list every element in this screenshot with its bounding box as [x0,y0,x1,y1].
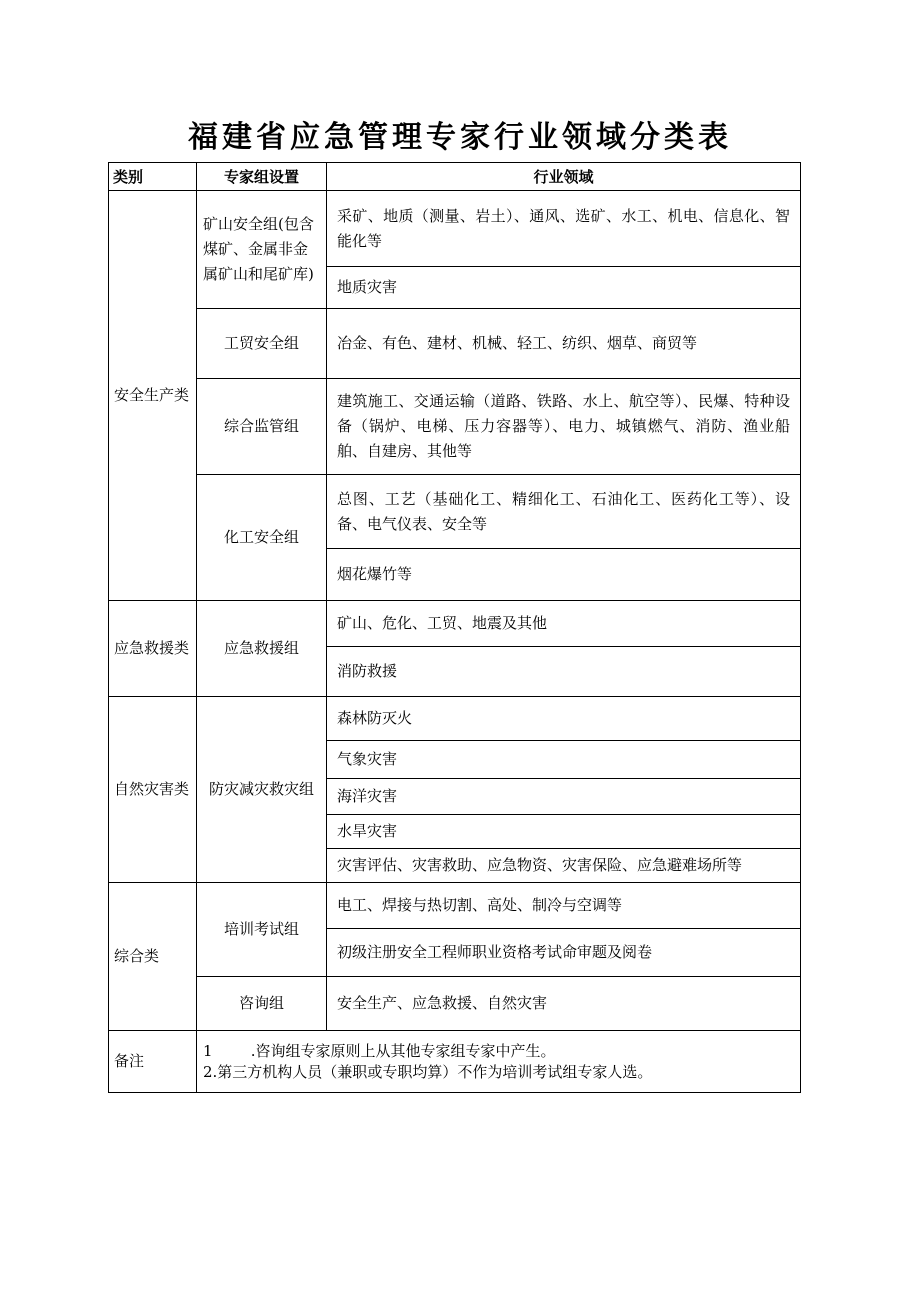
cell-group-disaster-prevention: 防灾减灾救灾组 [197,697,327,883]
cell-category-comprehensive: 综合类 [109,883,197,1031]
cell-category-safety-production: 安全生产类 [109,191,197,601]
remarks-line-1: 1 .咨询组专家原则上从其他专家组专家中产生。 [203,1041,556,1060]
table-row [109,1031,801,1093]
cell-field-fireworks: 烟花爆竹等 [327,549,801,601]
cell-remarks-label: 备注 [109,1031,197,1093]
classification-table [108,162,801,1093]
cell-category-natural-disaster: 自然灾害类 [109,697,197,883]
cell-field-forest-fire: 森林防灭火 [327,697,801,741]
cell-field-safety-engineer-exam: 初级注册安全工程师职业资格考试命审题及阅卷 [327,929,801,977]
table-row [109,601,801,647]
cell-group-training-exam: 培训考试组 [197,883,327,977]
cell-field-metallurgy: 冶金、有色、建材、机械、轻工、纺织、烟草、商贸等 [327,309,801,379]
table-row [109,883,801,929]
cell-field-flood-drought: 水旱灾害 [327,815,801,849]
cell-group-mine-safety: 矿山安全组(包含煤矿、金属非金属矿山和尾矿库) [197,191,327,309]
cell-field-electrician-welding: 电工、焊接与热切割、高处、制冷与空调等 [327,883,801,929]
page-title: 福建省应急管理专家行业领域分类表 [188,120,732,155]
cell-field-meteorological: 气象灾害 [327,741,801,779]
header-category: 类别 [109,163,197,191]
table-row [109,697,801,741]
cell-field-mining: 采矿、地质（测量、岩土）、通风、选矿、水工、机电、信息化、智能化等 [327,191,801,267]
table-row [109,309,801,379]
cell-category-emergency-rescue: 应急救援类 [109,601,197,697]
table-header-row [109,163,801,191]
table-row [109,475,801,549]
remarks-line-2: 2.第三方机构人员（兼职或专职均算）不作为培训考试组专家人选。 [203,1062,653,1081]
cell-group-comprehensive-supervision: 综合监管组 [197,379,327,475]
cell-field-geological-disaster: 地质灾害 [327,267,801,309]
header-industry-field: 行业领域 [327,163,801,191]
cell-field-marine: 海洋灾害 [327,779,801,815]
header-group-setup: 专家组设置 [197,163,327,191]
cell-remarks-content [197,1031,801,1093]
cell-group-emergency-rescue: 应急救援组 [197,601,327,697]
table-row [109,977,801,1031]
table-row [109,379,801,475]
cell-field-construction-transport: 建筑施工、交通运输（道路、铁路、水上、航空等）、民爆、特种设备（锅炉、电梯、压力容器等）、电力、城镇燃气、消防、渔业船舶、自建房、其他等 [327,379,801,475]
cell-field-chemical-process: 总图、工艺（基础化工、精细化工、石油化工、医药化工等）、设备、电气仪表、安全等 [327,475,801,549]
cell-field-disaster-assessment: 灾害评估、灾害救助、应急物资、灾害保险、应急避难场所等 [327,849,801,883]
cell-field-mine-hazchem: 矿山、危化、工贸、地震及其他 [327,601,801,647]
cell-field-fire-rescue: 消防救援 [327,647,801,697]
table-row [109,191,801,267]
cell-field-consulting-scope: 安全生产、应急救援、自然灾害 [327,977,801,1031]
cell-group-consulting: 咨询组 [197,977,327,1031]
cell-group-chemical-safety: 化工安全组 [197,475,327,601]
cell-group-industry-trade-safety: 工贸安全组 [197,309,327,379]
